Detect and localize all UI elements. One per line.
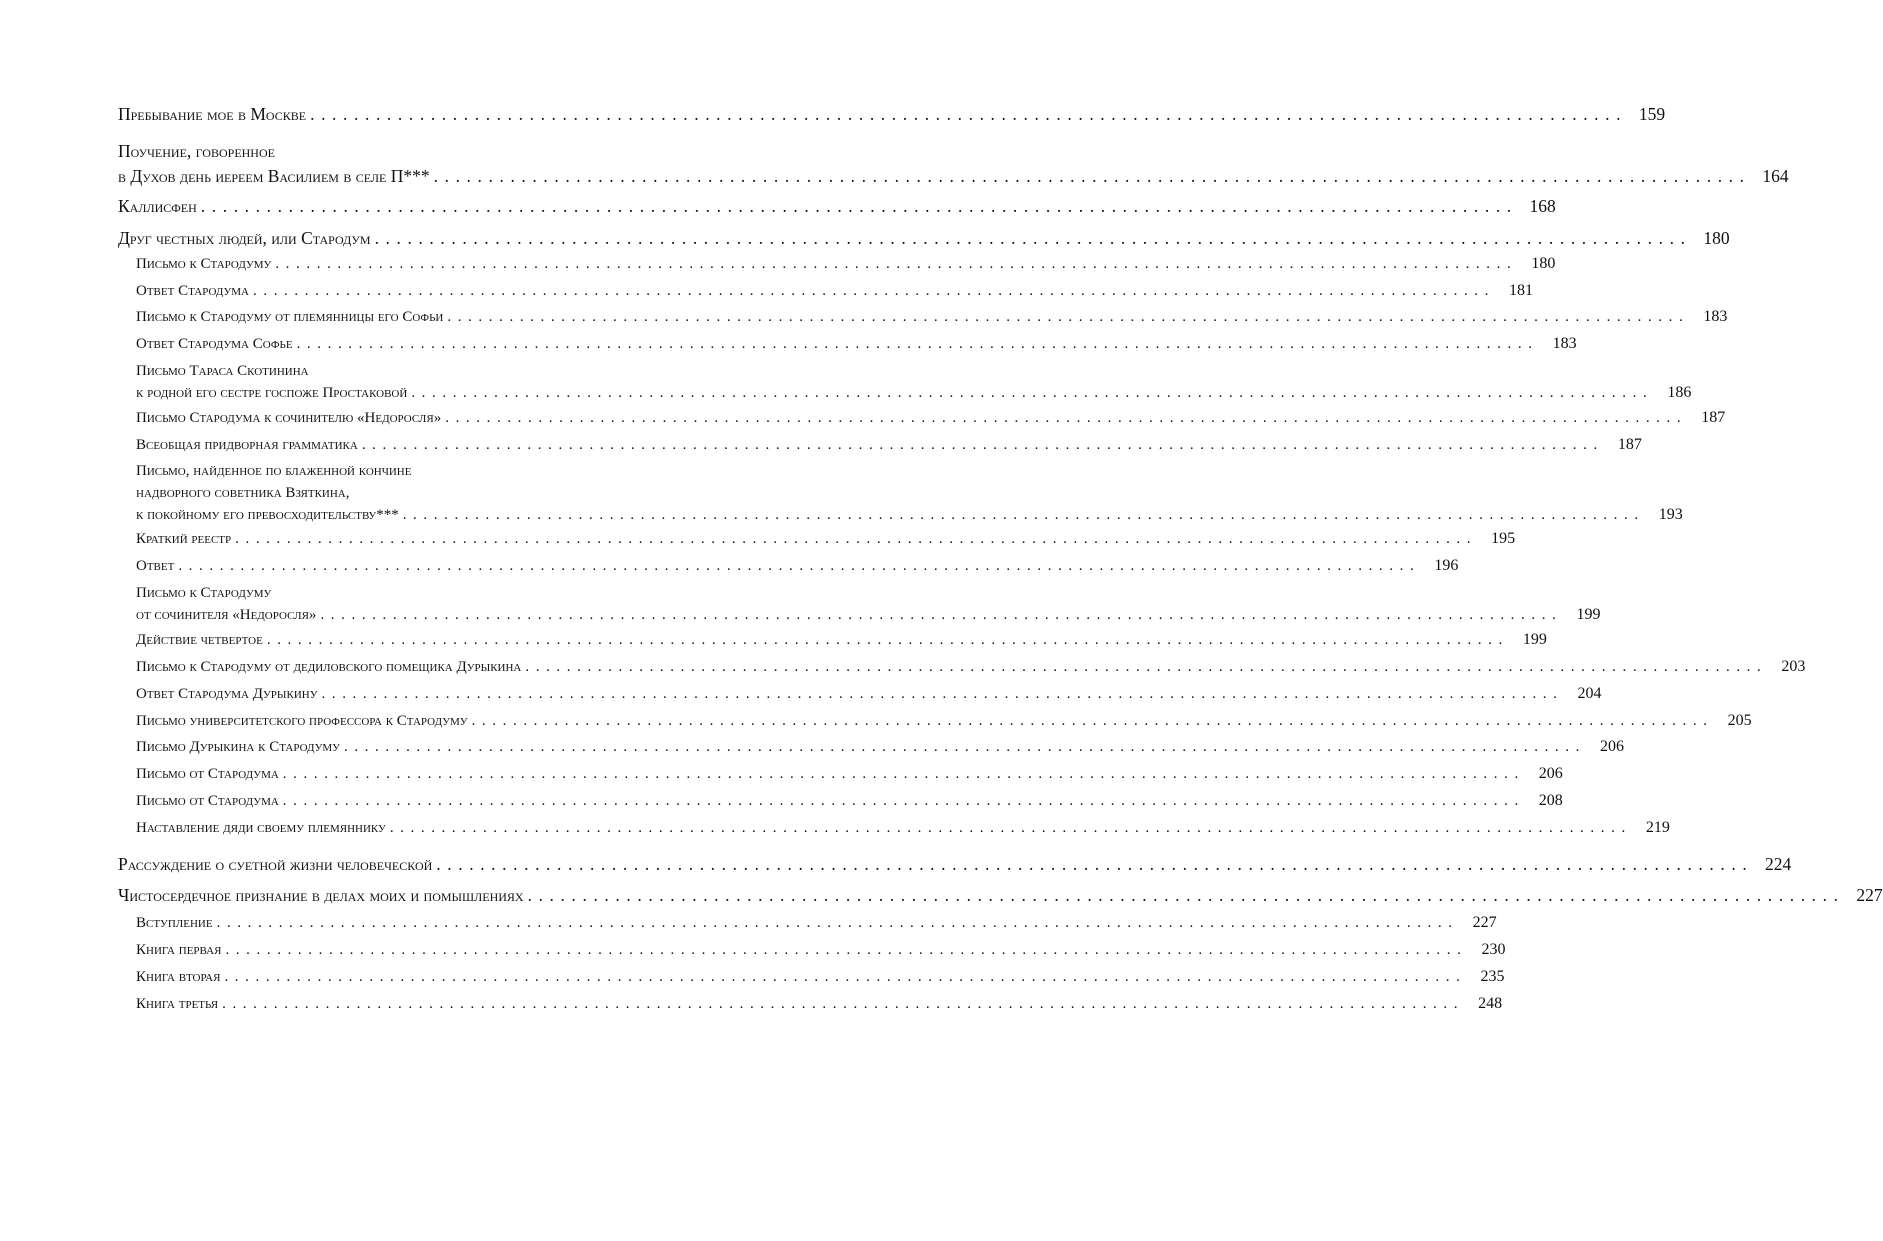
leader-dots: ........................................................................................................................ <box>266 632 1509 648</box>
leader-dots: ........................................................................................................................ <box>224 969 1467 985</box>
toc-title: Краткий реестр <box>136 531 232 547</box>
toc-title-line: надворного советника Взяткина, <box>136 485 350 501</box>
toc-title: Ответ Стародума <box>136 283 249 299</box>
toc-title: Письмо от Стародума <box>136 793 279 809</box>
toc-page-number: 205 <box>1727 712 1752 729</box>
leader-dots: ........................................................................................................................ <box>411 385 1654 401</box>
toc-page-number: 235 <box>1480 968 1505 985</box>
toc-page-number: 227 <box>1472 914 1497 931</box>
toc-title: Письмо к Стародуму от племянницы его Софьи <box>136 309 444 325</box>
leader-dots: ........................................................................................................................ <box>445 410 1688 426</box>
toc-entry[interactable] <box>136 966 1505 988</box>
toc-page-number: 181 <box>1509 282 1533 299</box>
leader-dots: ........................................................................................................................ <box>216 915 1459 931</box>
toc-entry[interactable] <box>136 280 1533 302</box>
leader-dots: ........................................................................................................................ <box>253 283 1495 299</box>
toc-page-number: 186 <box>1667 384 1692 401</box>
toc-entry[interactable] <box>118 883 1883 908</box>
toc-page-number: 183 <box>1552 335 1577 352</box>
toc-title: Книга вторая <box>136 969 221 985</box>
toc-title: Письмо Дурыкина к Стародуму <box>136 739 340 755</box>
toc-page-number: 159 <box>1638 104 1666 124</box>
toc-page-number: 227 <box>1856 885 1883 905</box>
leader-dots: ........................................................................................................................ <box>200 196 1518 216</box>
toc-title: Письмо университетского профессора к Стародуму <box>136 713 468 729</box>
toc-page-number: 187 <box>1701 409 1726 426</box>
toc-page-number: 224 <box>1765 854 1792 874</box>
toc-entry[interactable] <box>136 528 1516 550</box>
toc-entry[interactable] <box>136 912 1497 934</box>
toc-title: Друг честных людей, или Стародум <box>118 228 371 248</box>
toc-page-number: 204 <box>1577 685 1602 702</box>
toc-page-number: 195 <box>1491 530 1516 547</box>
toc-entry[interactable] <box>136 434 1642 456</box>
leader-dots: ........................................................................................................................ <box>275 256 1518 272</box>
toc-entry[interactable] <box>118 226 1730 251</box>
toc-title: от сочинителя «Недоросля» <box>136 607 317 623</box>
toc-entry[interactable] <box>118 139 1789 189</box>
toc-entry[interactable] <box>136 736 1624 758</box>
leader-dots: ........................................................................................................................ <box>320 607 1563 623</box>
leader-dots: ........................................................................................................................ <box>402 507 1645 523</box>
toc-title: Наставление дяди своему племяннику <box>136 820 386 836</box>
toc-title: Письмо к Стародуму <box>136 256 272 272</box>
toc-title-line: Письмо, найденное по блаженной кончине <box>136 463 412 479</box>
toc-title: в Духов день иереем Василием в селе П*** <box>118 166 430 186</box>
leader-dots: ........................................................................................................................ <box>178 558 1421 574</box>
leader-dots: ........................................................................................................................ <box>235 531 1478 547</box>
leader-dots: ........................................................................................................................ <box>374 228 1692 248</box>
toc-entry[interactable] <box>136 683 1602 705</box>
leader-dots: ........................................................................................................................ <box>447 309 1690 325</box>
leader-dots: ........................................................................................................................ <box>471 713 1714 729</box>
leader-dots: ........................................................................................................................ <box>222 996 1465 1012</box>
toc-title: Пребывание мое в Москве <box>118 104 307 124</box>
toc-entry[interactable] <box>136 460 1683 526</box>
toc-entry[interactable] <box>136 790 1563 812</box>
toc-title: Вступление <box>136 915 213 931</box>
toc-title: Чистосердечное признание в делах моих и помышлениях <box>118 885 524 905</box>
leader-dots: ........................................................................................................................ <box>527 885 1845 905</box>
toc-page-number: 193 <box>1658 506 1683 523</box>
toc-title: Рассуждение о суетной жизни человеческой <box>118 854 433 874</box>
leader-dots: ........................................................................................................................ <box>310 104 1628 124</box>
leader-dots: ........................................................................................................................ <box>282 766 1525 782</box>
toc-title: Ответ Стародума Дурыкину <box>136 686 318 702</box>
toc-entry[interactable] <box>136 656 1806 678</box>
leader-dots: ........................................................................................................................ <box>361 437 1604 453</box>
toc-page-number: 168 <box>1529 196 1556 216</box>
toc-title-line: Письмо к Стародуму <box>136 585 272 601</box>
toc-title: Ответ <box>136 558 175 574</box>
toc-page-number: 230 <box>1481 941 1506 958</box>
toc-title: Всеобщая придворная грамматика <box>136 437 358 453</box>
toc-page-number: 208 <box>1538 792 1563 809</box>
toc-page-number: 183 <box>1703 308 1728 325</box>
toc-title-line: Поучение, говоренное <box>118 141 275 161</box>
toc-entry[interactable] <box>136 629 1547 651</box>
toc-page-number: 203 <box>1781 658 1806 675</box>
toc-title: Письмо к Стародуму от дедиловского помещика Дурыкина <box>136 659 522 675</box>
toc-title: Книга первая <box>136 942 222 958</box>
toc-page-number: 196 <box>1434 557 1459 574</box>
leader-dots: ........................................................................................................................ <box>282 793 1525 809</box>
toc-entry[interactable] <box>136 360 1692 404</box>
toc-title: Письмо от Стародума <box>136 766 279 782</box>
toc-page-number: 180 <box>1531 255 1556 272</box>
leader-dots: ........................................................................................................................ <box>296 336 1539 352</box>
leader-dots: ........................................................................................................................ <box>433 166 1751 186</box>
toc-entry[interactable] <box>136 333 1577 355</box>
toc-title: к родной его сестре госпоже Простаковой <box>136 385 408 401</box>
toc-entry[interactable] <box>118 102 1666 127</box>
leader-dots: ........................................................................................................................ <box>321 686 1564 702</box>
toc-entry[interactable] <box>136 582 1601 626</box>
toc-page-number: 219 <box>1645 819 1670 836</box>
toc-page-number: 164 <box>1762 166 1789 186</box>
toc-entry[interactable] <box>136 817 1670 839</box>
toc-entry[interactable] <box>136 555 1459 577</box>
toc-entry[interactable] <box>118 852 1792 877</box>
leader-dots: ........................................................................................................................ <box>525 659 1768 675</box>
toc-title: Действие четвертое <box>136 632 263 648</box>
toc-entry[interactable] <box>118 194 1556 219</box>
toc-title: к покойному его превосходительству*** <box>136 507 399 523</box>
leader-dots: ........................................................................................................................ <box>436 854 1754 874</box>
toc-title: Ответ Стародума Софье <box>136 336 293 352</box>
toc-title: Письмо Стародума к сочинителю «Недоросля» <box>136 410 442 426</box>
toc-page-number: 206 <box>1599 738 1624 755</box>
toc-entry[interactable] <box>136 407 1726 429</box>
toc-entry[interactable] <box>136 710 1752 732</box>
leader-dots: ........................................................................................................................ <box>225 942 1468 958</box>
toc-page-number: 199 <box>1522 631 1547 648</box>
toc-entry[interactable] <box>136 306 1728 328</box>
toc-title: Книга третья <box>136 996 219 1012</box>
toc-page-number: 199 <box>1576 606 1601 623</box>
leader-dots: ........................................................................................................................ <box>389 820 1632 836</box>
toc-title: Каллисфен <box>118 196 197 216</box>
toc-entry[interactable] <box>136 939 1506 961</box>
toc-page-number: 248 <box>1478 995 1503 1012</box>
toc-title-line: Письмо Тараса Скотинина <box>136 363 309 379</box>
toc-entry[interactable] <box>136 253 1556 275</box>
toc-entry[interactable] <box>136 993 1503 1015</box>
toc-entry[interactable] <box>136 763 1563 785</box>
toc-page-number: 206 <box>1538 765 1563 782</box>
toc-page-number: 180 <box>1703 228 1730 248</box>
toc-page-number: 187 <box>1617 436 1642 453</box>
leader-dots: ........................................................................................................................ <box>343 739 1586 755</box>
